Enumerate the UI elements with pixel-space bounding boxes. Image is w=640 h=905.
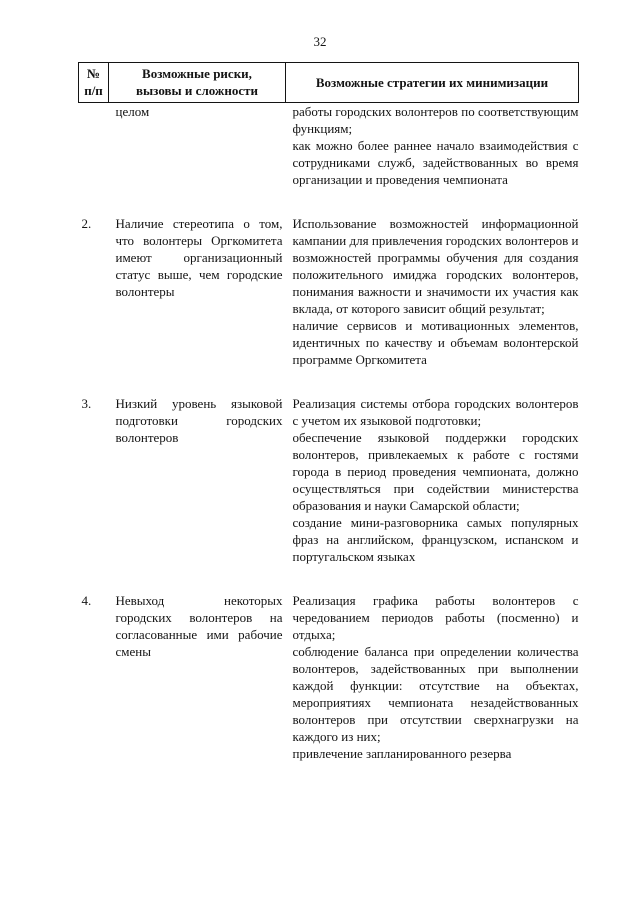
strategy-item: как можно более раннее начало взаимодействия с сотрудниками служб, задействованных во время организации и проведения чемпионата: [292, 138, 579, 187]
row-risk: [109, 103, 286, 189]
row-risk: [109, 395, 286, 565]
table-row: [79, 215, 579, 368]
row-number: 2.: [81, 216, 92, 231]
row-strategies: [286, 103, 579, 189]
header-strategies: Возможные стратегии их минимизации: [286, 63, 579, 103]
strategy-item: наличие сервисов и мотивационных элементов, идентичных по качеству и объемам волонтерской программе Оргкомитета: [292, 318, 579, 367]
strategy-item: соблюдение баланса при определении количества волонтеров, задействованных при выполнении каждой функции: отсутствие на объектах, мероприятиях чемпионата незадействованных волонтеров при отсутствии сверхнагрузки на каждого из них;: [292, 644, 579, 744]
strategy-item: Реализация графика работы волонтеров с чередованием периодов работы (посменно) и отдыха;: [292, 593, 579, 642]
risk-text: целом: [115, 104, 150, 119]
header-risks: Возможные риски, вызовы и сложности: [109, 63, 286, 103]
strategy-item: Использование возможностей информационной кампании для привлечения городских волонтеров и возможностей программы обучения для создания положительного имиджа городских волонтеров, понимания важности и значимости их участия как вклада, от которого зависит общий результат;: [292, 216, 579, 316]
risk-text: Наличие стереотипа о том, что волонтеры Оргкомитета имеют организационный статус выше, чем городские волонтеры: [115, 216, 283, 299]
header-number: № п/п: [79, 63, 109, 103]
strategy-item: привлечение запланированного резерва: [292, 746, 512, 761]
row-number: 4.: [81, 593, 92, 608]
strategy-item: работы городских волонтеров по соответствующим функциям;: [292, 104, 579, 136]
table-row: [79, 103, 579, 189]
row-number: 3.: [81, 396, 92, 411]
strategy-item: создание мини-разговорника самых популярных фраз на английском, французском, испанском и португальском языках: [292, 515, 579, 564]
row-strategies: [286, 395, 579, 565]
row-risk: [109, 592, 286, 762]
table-row: [79, 592, 579, 762]
risk-text: Невыход некоторых городских волонтеров на согласованные ими рабочие смены: [115, 593, 283, 659]
page-number: 32: [313, 34, 327, 49]
row-risk: [109, 215, 286, 368]
risk-strategy-table: [78, 62, 579, 762]
strategy-item: Реализация системы отбора городских волонтеров с учетом их языковой подготовки;: [292, 396, 579, 428]
table-header-row: [79, 63, 579, 103]
row-strategies: [286, 215, 579, 368]
table-row: [79, 395, 579, 565]
strategy-item: обеспечение языковой поддержки городских волонтеров, привлекаемых к работе с гостями города в период проведения чемпионата, должно осуществляться при содействии министерства образования и науки Самарской области;: [292, 430, 579, 513]
row-number: [79, 103, 109, 189]
risk-text: Низкий уровень языковой подготовки городских волонтеров: [115, 396, 283, 445]
row-strategies: [286, 592, 579, 762]
